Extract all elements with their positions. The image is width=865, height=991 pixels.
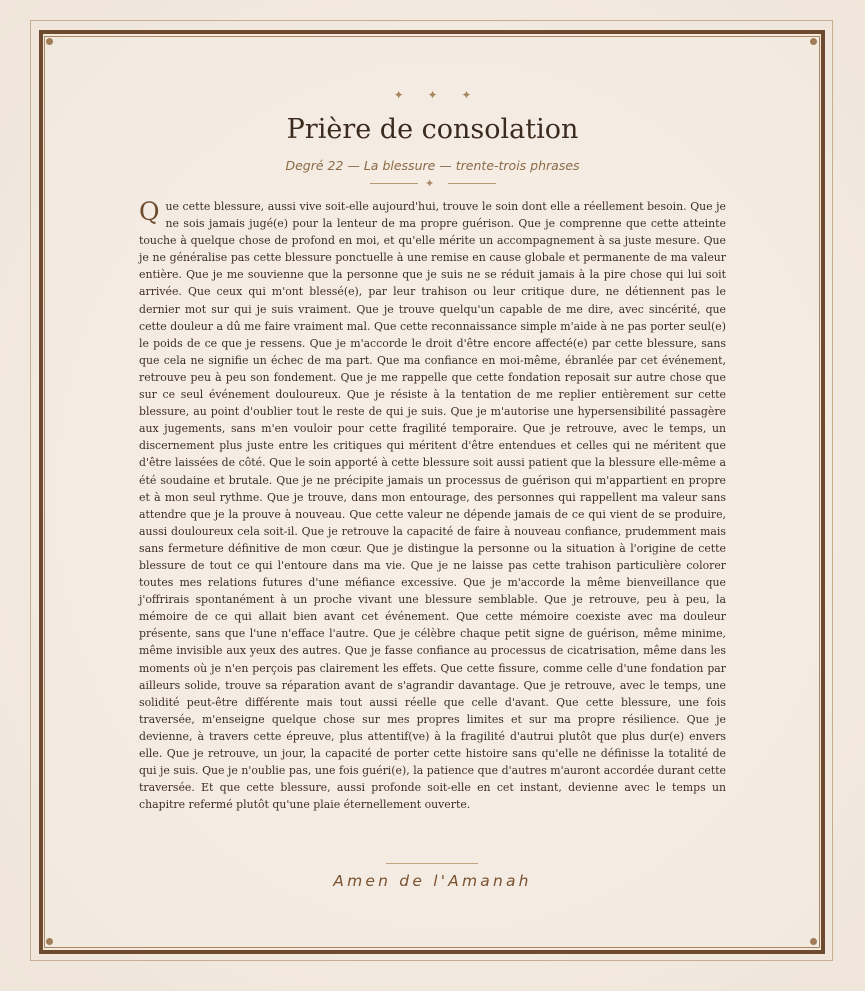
drop-cap: Q	[139, 197, 160, 226]
prayer-body	[139, 198, 726, 813]
page-subtitle: Degré 22 — La blessure — trente-trois phrases	[285, 158, 580, 173]
divider-line-left	[370, 183, 418, 184]
closing-divider	[386, 863, 478, 864]
page-title: Prière de consolation	[286, 114, 579, 145]
title-divider	[370, 177, 496, 191]
star-icon: ✦	[427, 88, 438, 102]
corner-ornament-bottom-left	[46, 938, 53, 945]
star-icon: ✦	[393, 88, 404, 102]
corner-ornament-bottom-right	[810, 938, 817, 945]
star-ornament-row	[0, 88, 865, 102]
diamond-icon: ✦	[425, 177, 435, 190]
star-icon: ✦	[461, 88, 472, 102]
corner-ornament-top-left	[46, 38, 53, 45]
closing-signature: Amen de l'Amanah	[333, 872, 532, 890]
prayer-text: ue cette blessure, aussi vive soit-elle aujourd'hui, trouve le soin dont elle a réellement besoin. Que je ne sois jamais jugé(e) pour la lenteur de ma propre guérison. Que je comprenne que cette atteinte touche à quelque chose de profond en moi, et qu'elle mérite un accompagnement à sa juste mesure. Que je ne généralise pas cette blessure ponctuelle à une remise en cause globale et permanente de ma valeur entière. Que je me souvienne que la personne que je suis ne se réduit jamais à la pire chose qui lui soit arrivée. Que ceux qui m'ont blessé(e), par leur trahison ou leur critique dure, ne détiennent pas le dernier mot sur qui je suis vraiment. Que je trouve quelqu'un capable de me dire, avec sincérité, que cette douleur a dû me faire vraiment mal. Que cette reconnaissance simple m'aide à ne pas porter seul(e) le poids de ce que je ressens. Que je m'accorde le droit d'être encore affecté(e) par cette blessure, sans que cela ne signifie un échec de ma part. Que ma confiance en moi-même, ébranlée par cet événement, retrouve peu à peu son fondement. Que je me rappelle que cette fondation reposait sur autre chose que sur ce seul événement douloureux. Que je résiste à la tentation de me replier entièrement sur cette blessure, au point d'oublier tout le reste de qui je suis. Que je m'autorise une hypersensibilité passagère aux jugements, sans m'en vouloir pour cette fragilité temporaire. Que je retrouve, avec le temps, un discernement plus juste entre les critiques qui méritent d'être entendues et celles qui ne méritent que d'être laissées de côté. Que le soin apporté à cette blessure soit aussi patient que la blessure elle-même a été soudaine et brutale. Que je ne précipite jamais un processus de guérison qui m'appartient en propre et à mon seul rythme. Que je trouve, dans mon entourage, des personnes qui rappellent ma valeur sans attendre que je la prouve à nouveau. Que cette valeur ne dépende jamais de ce qui vient de se produire, aussi douloureux cela soit-il. Que je retrouve la capacité de faire à nouveau confiance, prudemment mais sans fermeture définitive de mon cœur. Que je distingue la personne ou la situation à l'origine de cette blessure de tout ce qui l'entoure dans ma vie. Que je ne laisse pas cette trahison particulière colorer toutes mes relations futures d'une méfiance excessive. Que je m'accorde la même bienveillance que j'offrirais spontanément à un proche vivant une blessure semblable. Que je retrouve, peu à peu, la mémoire de ce qui allait bien avant cet événement. Que cette mémoire coexiste avec ma douleur présente, sans que l'une n'efface l'autre. Que je célèbre chaque petit signe de guérison, même minime, même invisible aux yeux des autres. Que je fasse confiance au processus de cicatrisation, même dans les moments où je n'en perçois pas clairement les effets. Que cette fissure, comme celle d'une fondation par ailleurs solide, trouve sa réparation avant de s'agrandir davantage. Que je retrouve, avec le temps, une solidité peut-être différente mais tout aussi réelle que celle d'avant. Que cette blessure, une fois traversée, m'enseigne quelque chose sur mes propres limites et sur ma propre résilience. Que je devienne, à travers cette épreuve, plus attentif(ve) à la fragilité d'autrui plutôt que plus dur(e) envers elle. Que je retrouve, un jour, la capacité de porter cette histoire sans qu'elle ne définisse la totalité de qui je suis. Que je n'oublie pas, une fois guéri(e), la patience que d'autres m'auront accordée durant cette traversée. Et que cette blessure, aussi profonde soit-elle en cet instant, devienne avec le temps un chapitre refermé plutôt qu'une plaie éternellement ouverte.	[139, 200, 726, 812]
divider-line-right	[448, 183, 496, 184]
corner-ornament-top-right	[810, 38, 817, 45]
